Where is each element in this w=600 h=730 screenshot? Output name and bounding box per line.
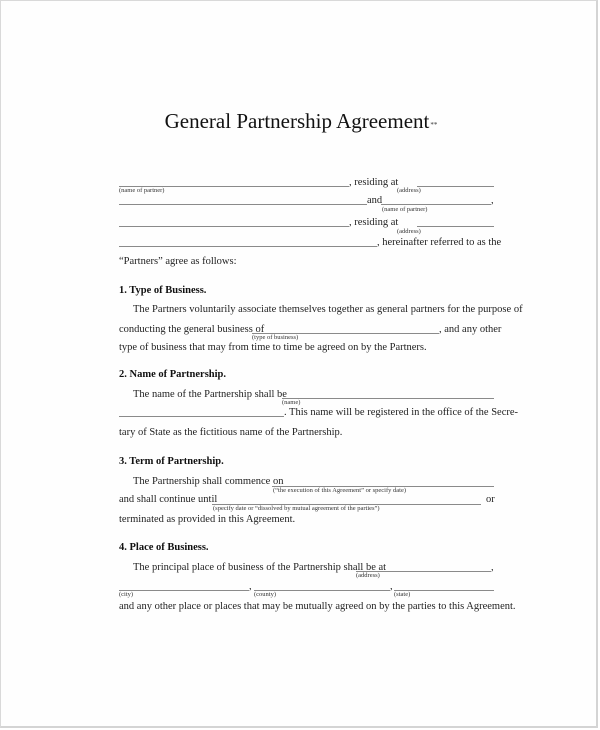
section-4-line-3: and any other place or places that may be mutually agreed on by the parties to this Agreement.	[119, 601, 516, 612]
partnership-name-blank[interactable]	[282, 398, 494, 399]
comma-text: ,	[249, 581, 252, 592]
caption-address: (address)	[397, 228, 421, 235]
section-3-line-1: The Partnership shall commence on	[133, 476, 284, 487]
caption-end-date: (specify date or “dissolved by mutual agreement of the parties”)	[213, 505, 380, 512]
partnership-name-cont-blank[interactable]	[119, 416, 284, 417]
hereinafter-text: , hereinafter referred to as the	[377, 237, 502, 248]
section-4-heading: 4. Place of Business.	[119, 542, 209, 553]
section-1-heading: 1. Type of Business.	[119, 285, 207, 296]
caption-name-of-partner: (name of partner)	[382, 206, 428, 213]
section-4-line-1: The principal place of business of the Partnership shall be at	[133, 562, 387, 573]
caption-name: (name)	[282, 399, 301, 406]
caption-state: (state)	[394, 591, 411, 598]
partners-agree-text: “Partners” agree as follows:	[119, 256, 237, 267]
caption-name-of-partner: (name of partner)	[119, 187, 165, 194]
residing-at-text: , residing at	[349, 217, 399, 228]
title-footnote-mark: **	[430, 121, 438, 129]
caption-county: (county)	[254, 591, 277, 598]
comma-text: ,	[491, 562, 494, 573]
or-text: or	[486, 494, 495, 505]
section-3-line-2: and shall continue until	[119, 494, 218, 505]
partner-2-address-blank[interactable]	[417, 226, 494, 227]
caption-type-of-business: (type of business)	[252, 334, 299, 341]
partner-1-address-blank[interactable]	[417, 186, 494, 187]
caption-address: (address)	[356, 572, 380, 579]
section-1-line-2-end: , and any other	[439, 324, 502, 335]
document-title	[1, 109, 600, 134]
section-1-line-3: type of business that may from time to time be agreed on by the Partners.	[119, 342, 427, 353]
section-1-line-1: The Partners voluntarily associate themselves together as general partners for the purpose of	[133, 304, 523, 315]
partner-1-continuation-blank[interactable]	[119, 204, 367, 205]
partner-2-name-cont-blank[interactable]	[119, 226, 349, 227]
section-3-line-3: terminated as provided in this Agreement.	[119, 514, 296, 525]
partner-2-name-blank[interactable]	[381, 204, 491, 205]
comma-text: ,	[390, 581, 393, 592]
comma-text: ,	[491, 195, 494, 206]
caption-commencement: (“the execution of this Agreement” or specify date)	[273, 487, 407, 494]
section-2-line-3: tary of State as the fictitious name of the Partnership.	[119, 427, 343, 438]
section-2-line-2: . This name will be registered in the office of the Secre-	[284, 407, 519, 418]
section-2-line-1: The name of the Partnership shall be	[133, 389, 287, 400]
caption-city: (city)	[119, 591, 134, 598]
title-text: General Partnership Agreement	[164, 109, 430, 133]
section-1-line-2: conducting the general business of	[119, 324, 265, 335]
caption-address: (address)	[397, 187, 421, 194]
section-2-heading: 2. Name of Partnership.	[119, 369, 227, 380]
and-text: and	[367, 195, 383, 206]
residing-at-text: , residing at	[349, 177, 399, 188]
city-blank[interactable]	[119, 590, 249, 591]
section-3-heading: 3. Term of Partnership.	[119, 456, 224, 467]
partner-2-address-cont-blank[interactable]	[119, 246, 377, 247]
